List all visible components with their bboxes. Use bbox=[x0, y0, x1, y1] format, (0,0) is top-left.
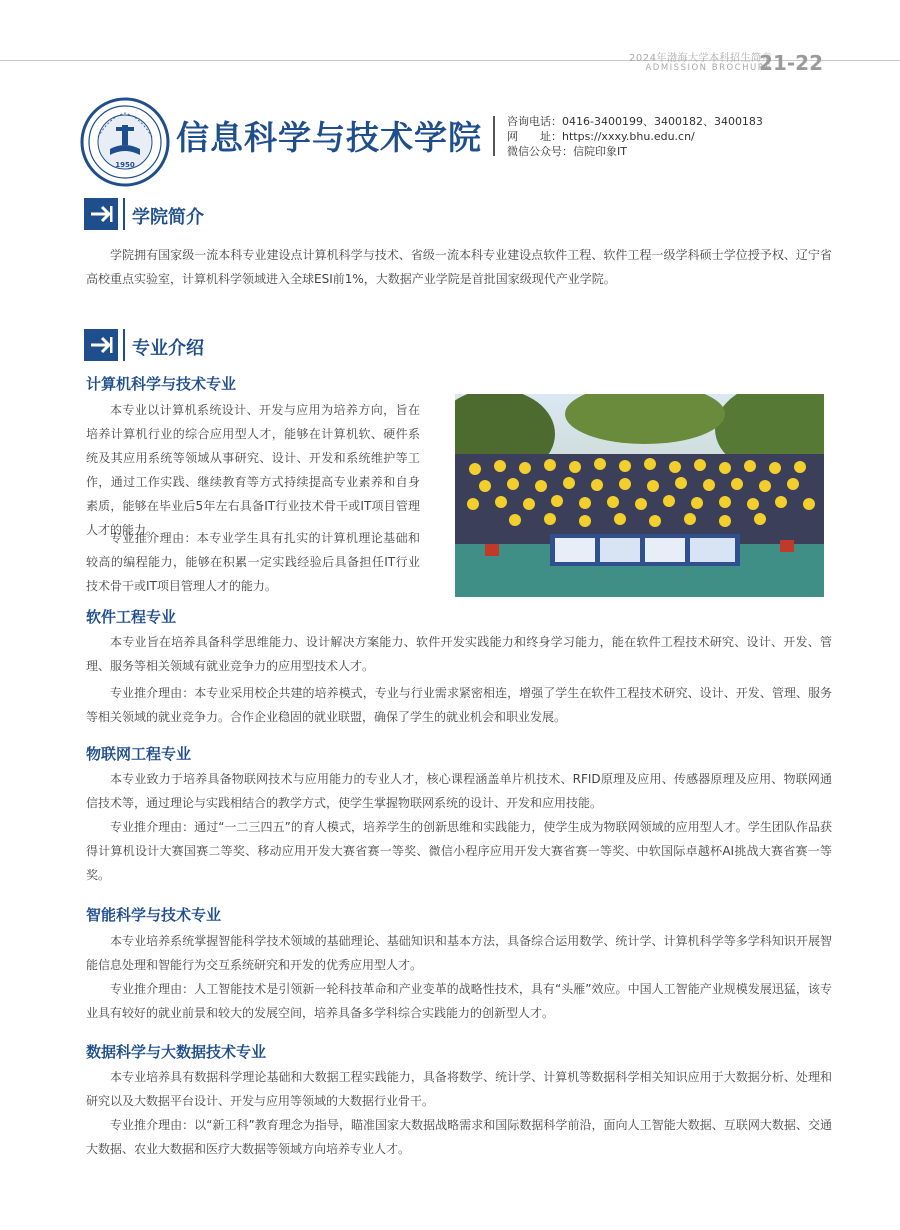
section-title-majors: 专业介绍 bbox=[132, 338, 204, 359]
major-description: 本专业培养系统掌握智能科学技术领域的基础理论、基础知识和基本方法，具备综合运用数学、统计学、计算机科学等多学科知识开展智能信息处理和智能行为交互系统研究和开发的优秀应用型人才。 bbox=[86, 934, 832, 972]
intro-text: 学院拥有国家级一流本科专业建设点计算机科学与技术、省级一流本科专业建设点软件工程、软件工程一级学科硕士学位授予权、辽宁省高校重点实验室，计算机科学领域进入全球ESI前1%，大数据产业学院是首批国家级现代产业学院。 bbox=[86, 248, 832, 286]
contact-phone: 咨询电话：0416-3400199、3400182、3400183 bbox=[507, 115, 763, 128]
major-recommendation: 专业推介理由：本专业学生具有扎实的计算机理论基础和较高的编程能力，能够在积累一定实践经验后具备担任IT行业技术骨干或IT项目管理人才的能力。 bbox=[86, 531, 420, 593]
page-numbers: 21-22 bbox=[759, 51, 823, 75]
logo-year: 1950 bbox=[115, 161, 135, 169]
arrow-right-icon bbox=[84, 329, 118, 361]
major-recommendation: 专业推介理由：人工智能技术是引领新一轮科技革命和产业变革的战略性技术，具有“头雁”效应。中国人工智能产业规模发展迅猛，该专业具有较好的就业前景和较大的发展空间，培养具备多学科综合实践能力的创新型人才。 bbox=[86, 982, 832, 1020]
major-recommendation: 专业推介理由：本专业采用校企共建的培养模式，专业与行业需求紧密相连，增强了学生在软件工程技术研究、设计、开发、管理、服务等相关领域的就业竞争力。合作企业稳固的就业联盟，确保了学生的就业机会和职业发展。 bbox=[86, 686, 832, 724]
brochure-english-label: ADMISSION BROCHURE bbox=[645, 63, 772, 73]
contact-wechat: 微信公众号：信院印象IT bbox=[507, 145, 627, 158]
group-photo bbox=[455, 394, 824, 597]
major-title: 数据科学与大数据技术专业 bbox=[86, 1043, 267, 1061]
college-title: 信息科学与技术学院 bbox=[176, 118, 482, 157]
major-description: 本专业培养具有数据科学理论基础和大数据工程实践能力，具备将数学、统计学、计算机等数据科学相关知识应用于大数据分析、处理和研究以及大数据平台设计、开发与应用等领域的大数据行业骨干。 bbox=[86, 1070, 832, 1108]
brochure-year-label: 2024年渤海大学本科招生简章 bbox=[629, 53, 772, 64]
major-title: 物联网工程专业 bbox=[86, 745, 192, 763]
major-description: 本专业以计算机系统设计、开发与应用为培养方向，旨在培养计算机行业的综合应用型人才，能够在计算机软、硬件系统及其应用系统等领域从事研究、设计、开发和系统维护等工作，通过工作实践、继续教育等方式持续提高专业素养和自身素质，能够在毕业后5年左右具备IT行业技术骨干或IT项目管理人才的能力。 bbox=[86, 403, 420, 537]
college-logo bbox=[80, 97, 170, 187]
section-title-intro: 学院简介 bbox=[132, 207, 204, 228]
major-recommendation: 专业推介理由：以“新工科”教育理念为指导，瞄准国家大数据战略需求和国际数据科学前沿，面向人工智能大数据、互联网大数据、交通大数据、农业大数据和医疗大数据等领域方向培养专业人才。 bbox=[86, 1118, 832, 1156]
major-title: 软件工程专业 bbox=[86, 608, 177, 626]
major-title: 计算机科学与技术专业 bbox=[86, 375, 237, 393]
arrow-right-icon bbox=[84, 198, 118, 230]
section-divider bbox=[123, 329, 125, 361]
title-divider bbox=[493, 116, 495, 156]
section-divider bbox=[123, 198, 125, 230]
major-description: 本专业旨在培养具备科学思维能力、设计解决方案能力、软件开发实践能力和终身学习能力，能在软件工程技术研究、设计、开发、管理、服务等相关领域有就业竞争力的应用型技术人才。 bbox=[86, 635, 832, 673]
major-title: 智能科学与技术专业 bbox=[86, 906, 222, 924]
contact-website: 网 址：https://xxxy.bhu.edu.cn/ bbox=[507, 130, 695, 143]
major-recommendation: 专业推介理由：通过“一二三四五”的育人模式，培养学生的创新思维和实践能力，使学生成为物联网领域的应用型人才。学生团队作品获得计算机设计大赛国赛二等奖、移动应用开发大赛省赛一等奖、微信小程序应用开发大赛省赛一等奖、中软国际卓越杯AI挑战大赛省赛一等奖。 bbox=[86, 820, 832, 882]
major-description: 本专业致力于培养具备物联网技术与应用能力的专业人才，核心课程涵盖单片机技术、RFID原理及应用、传感器原理及应用、物联网通信技术等，通过理论与实践相结合的教学方式，使学生掌握物联网系统的设计、开发和应用技能。 bbox=[86, 772, 832, 810]
